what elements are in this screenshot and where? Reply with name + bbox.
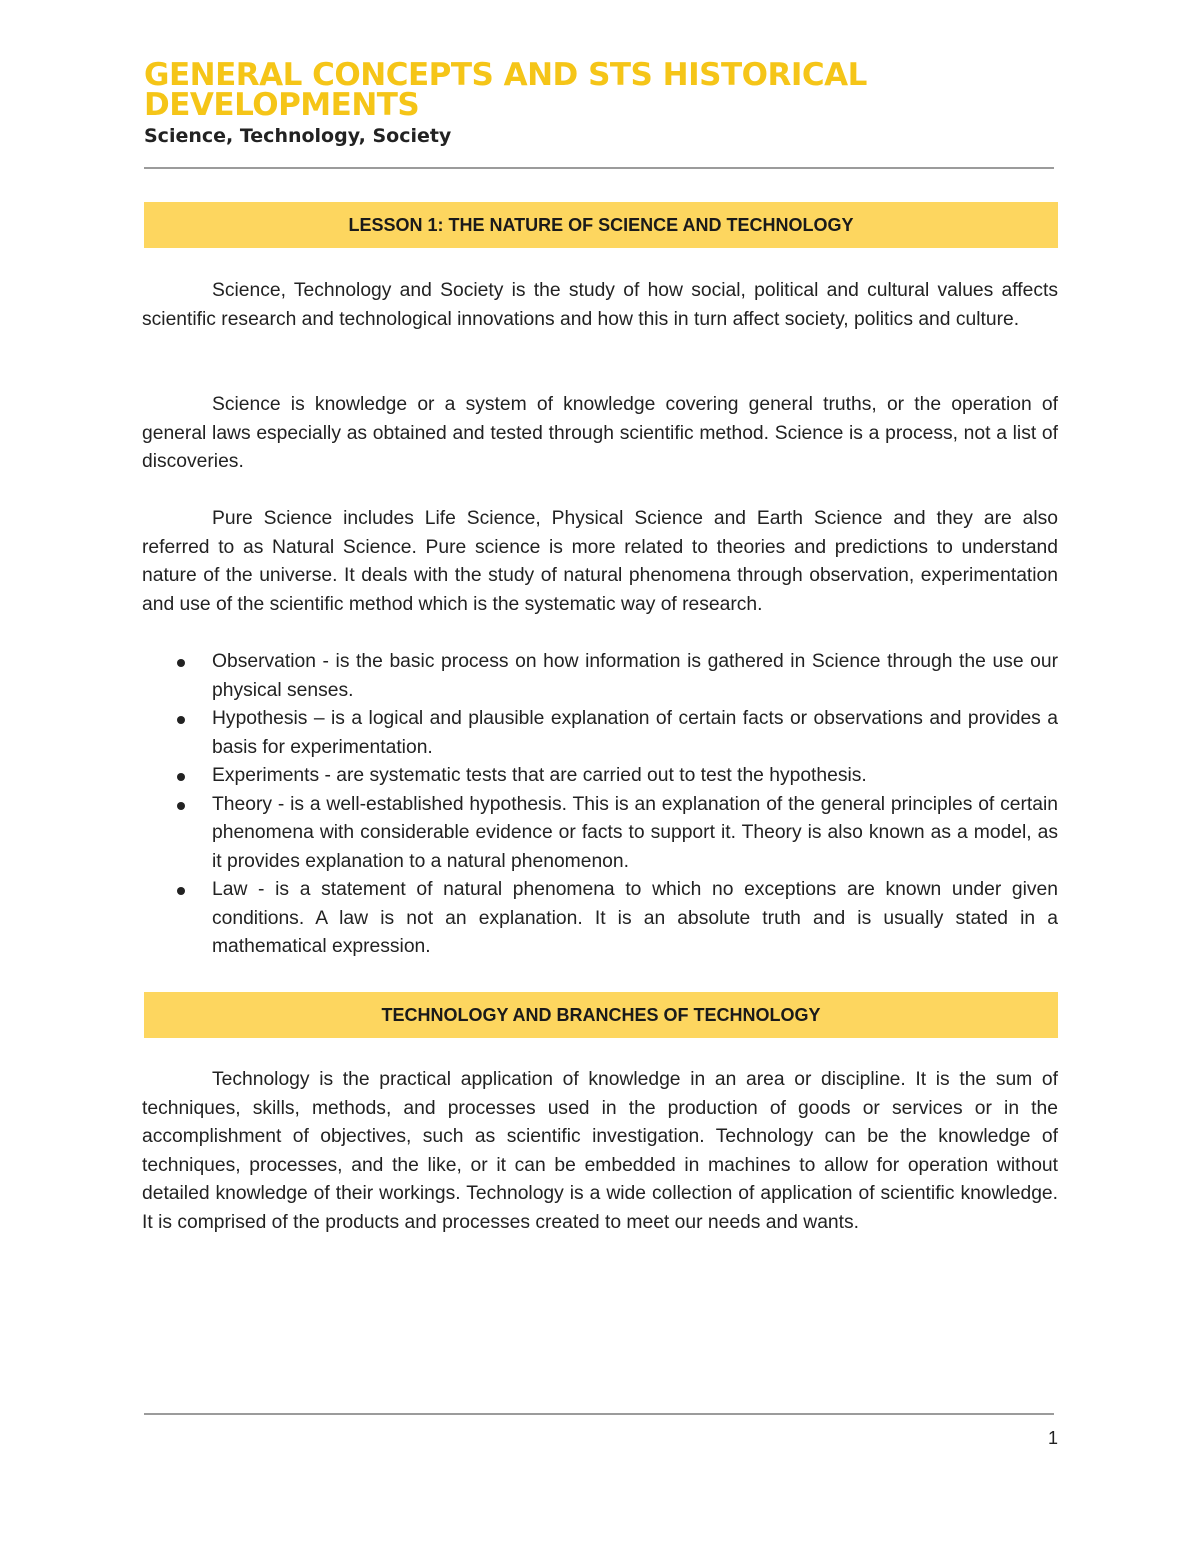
list-item — [142, 791, 1058, 877]
bullet-icon — [177, 773, 185, 781]
bullet-icon — [177, 802, 185, 810]
bullet-icon — [177, 716, 185, 724]
technology-heading-bar — [144, 992, 1058, 1038]
list-item — [142, 876, 1058, 962]
lesson-heading-bar — [144, 202, 1058, 248]
footer-divider — [144, 1413, 1054, 1415]
list-item-text: Law - is a statement of natural phenomena to which no exceptions are known under given conditions. A law is not an explanation. It is an absolute truth and is usually stated in a mathematical expression. — [212, 879, 1058, 957]
document-subtitle: Science, Technology, Society — [144, 125, 452, 147]
list-item — [142, 705, 1058, 762]
bullet-icon — [177, 659, 185, 667]
list-item-text: Experiments - are systematic tests that are carried out to test the hypothesis. — [212, 765, 867, 786]
list-item-text: Theory - is a well-established hypothesis. This is an explanation of the general principles of certain phenomena with considerable evidence or facts to support it. Theory is also known as a model, as it provides explanation to a natural phenomenon. — [212, 793, 1058, 872]
scientific-method-list — [142, 648, 1058, 962]
list-item — [142, 762, 1058, 791]
list-item-text: Hypothesis – is a logical and plausible explanation of certain facts or observations and provides a basis for experimentation. — [212, 708, 1058, 758]
page-number: 1 — [1047, 1428, 1058, 1448]
list-item — [142, 648, 1058, 705]
lesson-heading: LESSON 1: THE NATURE OF SCIENCE AND TECHNOLOGY — [348, 214, 854, 235]
paragraph-pure-science: Pure Science includes Life Science, Physical Science and Earth Science and they are also referred to as Natural Science. Pure science is more related to theories and predictions to understand nature of the universe. It deals with the study of natural phenomena through observation, experimentation and use of the scientific method which is the systematic way of research. — [142, 508, 1058, 615]
paragraph-technology-definition: Technology is the practical application of knowledge in an area or discipline. It is the sum of techniques, skills, methods, and processes used in the production of goods or services or in the accomplishment of objectives, such as scientific investigation. Technology can be the knowledge of techniques, processes, and the like, or it can be embedded in machines to allow for operation without detailed knowledge of their workings. Technology is a wide collection of application of scientific knowledge. It is comprised of the products and processes created to meet our needs and wants. — [142, 1069, 1058, 1233]
bullet-icon — [177, 887, 185, 895]
list-item-text: Observation - is the basic process on how information is gathered in Science through the use our physical senses. — [212, 651, 1058, 701]
document-title: GENERAL CONCEPTS AND STS HISTORICAL DEVELOPMENTS — [144, 57, 867, 123]
paragraph-sts-definition: Science, Technology and Society is the study of how social, political and cultural values affects scientific research and technological innovations and how this in turn affect society, politics and culture. — [142, 280, 1058, 330]
technology-heading: TECHNOLOGY AND BRANCHES OF TECHNOLOGY — [381, 1004, 821, 1025]
header-divider — [144, 167, 1054, 169]
paragraph-science-definition: Science is knowledge or a system of knowledge covering general truths, or the operation of general laws especially as obtained and tested through scientific method. Science is a process, not a list of discoveries. — [142, 394, 1058, 472]
document-header — [144, 57, 1058, 148]
